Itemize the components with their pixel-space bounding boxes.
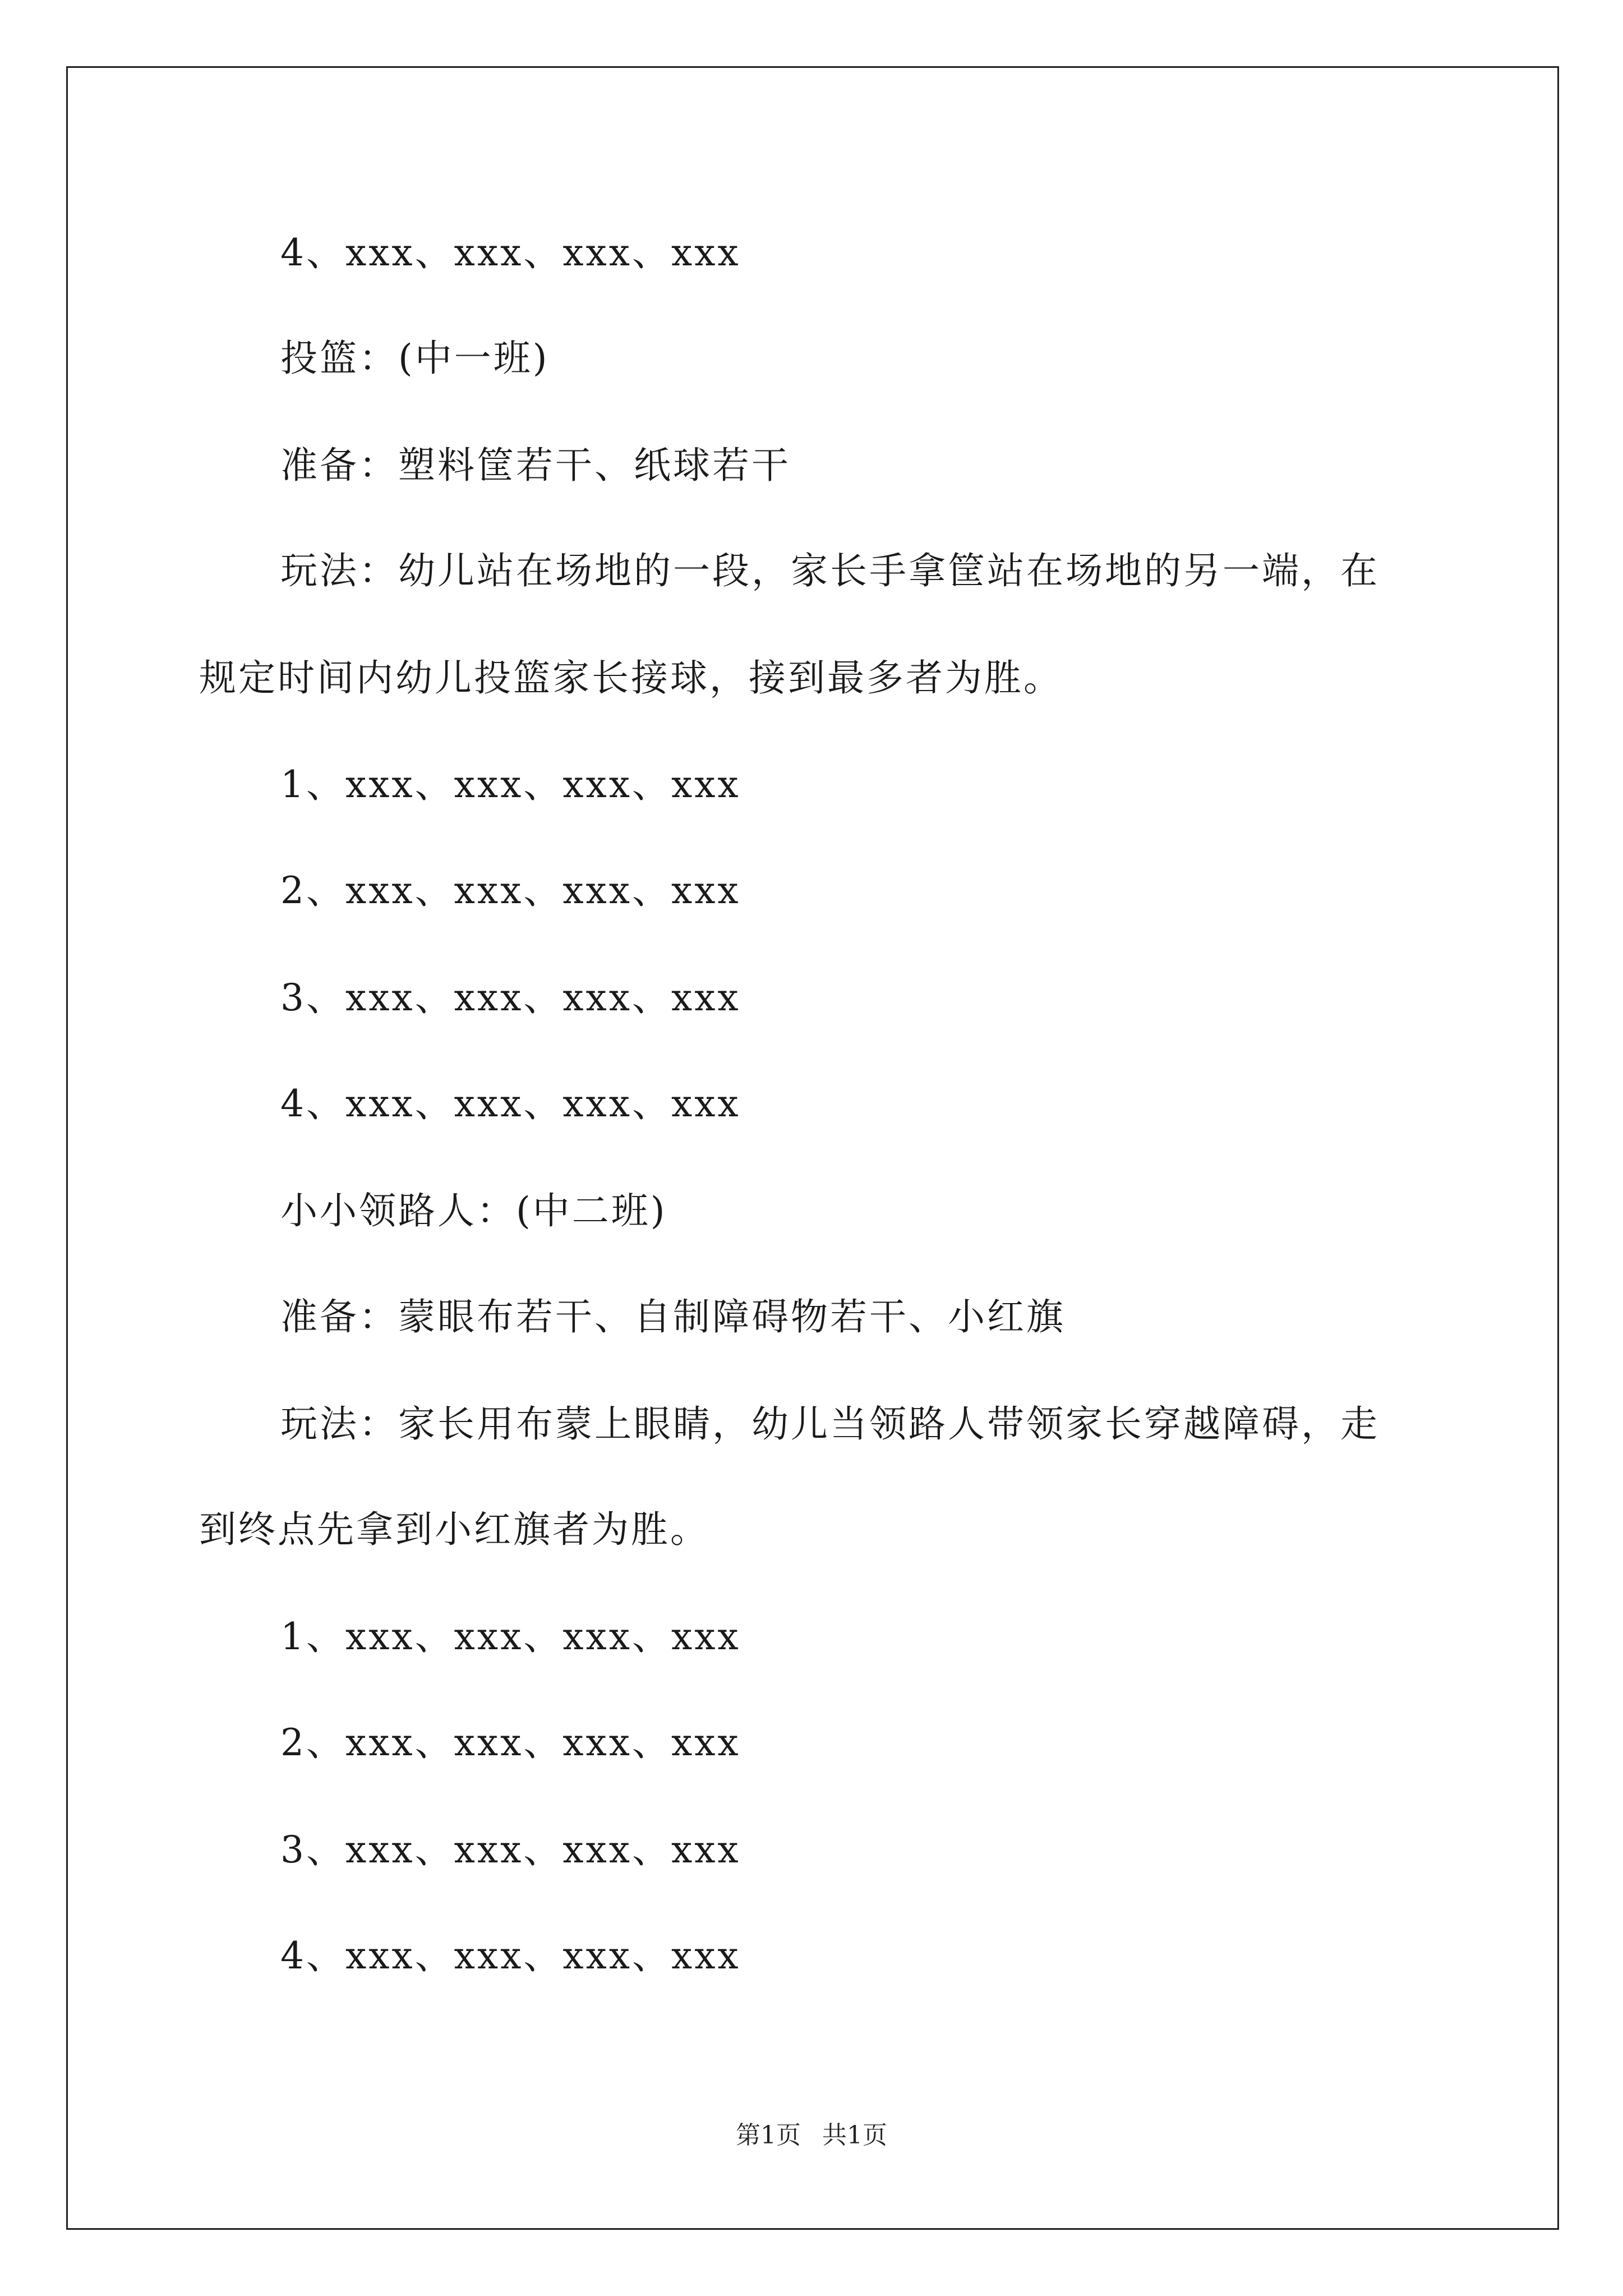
paragraph: 准备：蒙眼布若干、自制障碍物若干、小红旗: [280, 1295, 1066, 1338]
page-border: [66, 66, 1559, 2230]
list-item: 1、xxx、xxx、xxx、xxx: [280, 763, 741, 806]
paragraph: 玩法：家长用布蒙上眼睛，幼儿当领路人带领家长穿越障碍，走: [280, 1402, 1380, 1446]
list-item: 4、xxx、xxx、xxx、xxx: [280, 231, 741, 274]
list-item: 3、xxx、xxx、xxx、xxx: [280, 1828, 741, 1871]
page-number: 第1页: [736, 2121, 801, 2150]
list-item: 3、xxx、xxx、xxx、xxx: [280, 976, 741, 1019]
page-footer: [0, 2123, 1623, 2148]
section-heading: 小小领路人：(中二班): [280, 1189, 667, 1232]
page-total: 共1页: [822, 2121, 887, 2150]
list-item: 2、xxx、xxx、xxx、xxx: [280, 1721, 741, 1764]
list-item: 4、xxx、xxx、xxx、xxx: [280, 1082, 741, 1125]
list-item: 2、xxx、xxx、xxx、xxx: [280, 869, 741, 912]
list-item: 4、xxx、xxx、xxx、xxx: [280, 1934, 741, 1977]
paragraph: 准备：塑料筐若干、纸球若干: [280, 444, 791, 487]
paragraph-continuation: 规定时间内幼儿投篮家长接球，接到最多者为胜。: [199, 656, 1063, 700]
section-heading: 投篮：(中一班): [280, 337, 550, 380]
paragraph-continuation: 到终点先拿到小红旗者为胜。: [199, 1508, 709, 1551]
list-item: 1、xxx、xxx、xxx、xxx: [280, 1615, 741, 1658]
paragraph: 玩法：幼儿站在场地的一段，家长手拿筐站在场地的另一端，在: [280, 549, 1380, 592]
